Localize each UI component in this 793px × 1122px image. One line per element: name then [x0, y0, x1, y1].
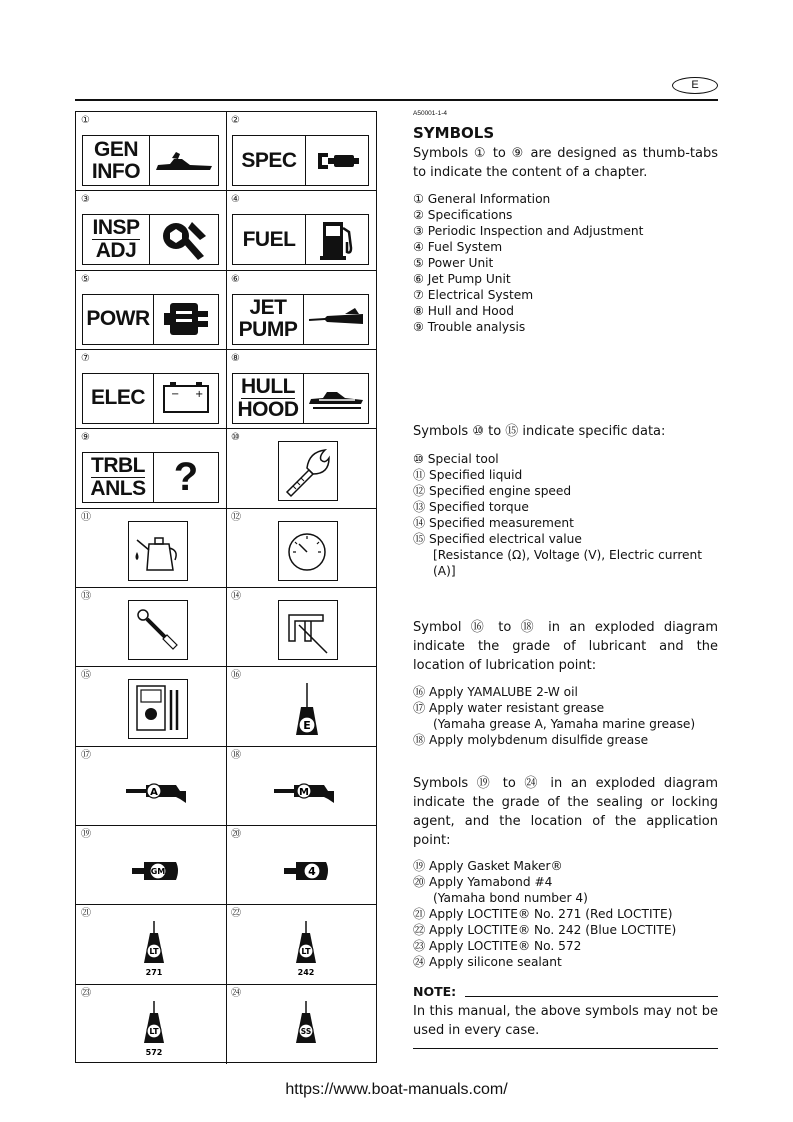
section4-list — [413, 858, 723, 970]
list-item: ⑤ Power Unit — [413, 256, 494, 270]
micrometer-icon — [306, 136, 368, 185]
symbol-number: ⑯ — [231, 670, 241, 682]
symbol-number: ② — [231, 115, 240, 126]
symbol-number: ⑫ — [231, 511, 241, 523]
symbol-number: ⑧ — [231, 352, 240, 364]
symbol-cell-14 — [226, 588, 377, 667]
special-tool-icon — [278, 441, 338, 501]
symbol-cell-23 — [76, 985, 227, 1064]
tab-label-line1: ELEC — [90, 386, 145, 410]
symbol-number: ⑳ — [231, 828, 241, 840]
list-item: ⑱ Apply molybdenum disulfide grease — [413, 733, 649, 747]
tab-label-line1: POWR — [86, 307, 150, 331]
symbol-grid — [75, 111, 377, 1063]
section-code: A50001-1-4 — [413, 110, 447, 117]
tube-mark: A — [150, 786, 158, 798]
symbol-cell-5 — [76, 271, 227, 350]
thumb-tab-insp-adj — [82, 214, 219, 265]
symbol-number: ⑭ — [231, 590, 241, 602]
symbol-cell-24 — [226, 985, 377, 1064]
symbol-number: ⑦ — [81, 352, 90, 364]
oil-can-icon — [128, 521, 188, 581]
bottle-mark: LT — [301, 947, 311, 957]
jet-pump-icon — [304, 295, 368, 344]
list-item: ⑨ Trouble analysis — [413, 320, 526, 334]
symbol-cell-4 — [226, 191, 377, 270]
list-item: ㉓ Apply LOCTITE® No. 572 — [413, 939, 582, 953]
symbol-cell-6 — [226, 271, 377, 350]
thumb-tab-fuel — [232, 214, 369, 265]
tab-label-line2: PUMP — [238, 318, 298, 342]
note-rule — [465, 996, 718, 997]
list-item: ④ Fuel System — [413, 240, 503, 254]
list-subitem: (Yamaha bond number 4) — [433, 891, 588, 905]
symbol-cell-9 — [76, 429, 227, 508]
silicone-bottle-icon — [226, 999, 377, 1061]
tab-label-line1: SPEC — [241, 148, 297, 172]
bottle-number: 572 — [145, 1047, 163, 1057]
tab-label-line1: GEN — [93, 137, 138, 161]
symbol-cell-7 — [76, 350, 227, 429]
symbol-number: ⑨ — [81, 432, 90, 444]
loctite-bottle-icon — [226, 919, 377, 981]
top-rule — [75, 99, 718, 101]
engine-icon — [154, 295, 218, 344]
list-item: ⑰ Apply water resistant grease — [413, 701, 605, 715]
loctite-bottle-icon — [76, 999, 227, 1061]
bottle-mark: E — [303, 719, 311, 733]
footer-url[interactable]: https://www.boat-manuals.com/ — [285, 1081, 508, 1098]
list-item: ① General Information — [413, 192, 551, 206]
symbol-number: ㉓ — [81, 987, 91, 999]
thumb-tab-spec — [232, 135, 369, 186]
note-text: In this manual, the above symbols may not be used in every case. — [413, 1004, 718, 1038]
symbol-number: ⑬ — [81, 590, 91, 602]
oil-bottle-icon — [226, 681, 377, 743]
list-item: ⑬ Specified torque — [413, 500, 529, 514]
list-item: ⑳ Apply Yamabond #4 — [413, 875, 553, 889]
symbol-cell-16 — [226, 667, 377, 746]
bottle-mark: LT — [149, 1026, 159, 1036]
tube-mark: GM — [150, 866, 166, 876]
symbol-cell-22 — [226, 905, 377, 984]
tab-label-line1: HULL — [241, 374, 295, 398]
grease-tube-icon — [76, 761, 227, 823]
section1-intro: Symbols ① to ⑨ are designed as thumb-tabs to indicate the content of a chapter. — [413, 146, 718, 180]
caliper-icon — [278, 600, 338, 660]
symbol-cell-17 — [76, 747, 227, 826]
tab-label-line2: INFO — [91, 159, 141, 183]
symbol-number: ㉒ — [231, 908, 241, 920]
list-item: ⑦ Electrical System — [413, 288, 534, 302]
thumb-tab-hull-hood — [232, 373, 369, 424]
symbol-number: ⑮ — [81, 670, 91, 682]
symbol-cell-13 — [76, 588, 227, 667]
tab-label-line2: ADJ — [95, 239, 137, 263]
tachometer-icon — [278, 521, 338, 581]
bottle-number: 242 — [297, 968, 315, 978]
section1-list — [413, 191, 723, 335]
list-item: ⑮ Specified electrical value — [413, 532, 582, 546]
list-subitem: (Yamaha grease A, Yamaha marine grease) — [433, 717, 696, 731]
torque-wrench-icon — [128, 600, 188, 660]
list-item: ㉒ Apply LOCTITE® No. 242 (Blue LOCTITE) — [413, 923, 677, 937]
list-item: ⑫ Specified engine speed — [413, 484, 572, 498]
tab-label-line1: INSP — [92, 216, 140, 240]
list-item: ⑯ Apply YAMALUBE 2-W oil — [413, 685, 578, 699]
bottle-number: 271 — [145, 968, 163, 978]
tube-mark: 4 — [308, 864, 316, 878]
hull-icon — [304, 374, 368, 423]
list-item: ⑲ Apply Gasket Maker® — [413, 859, 563, 873]
symbol-cell-15 — [76, 667, 227, 746]
thumb-tab-elec — [82, 373, 219, 424]
list-item: ⑪ Specified liquid — [413, 468, 523, 482]
bottle-mark: LT — [149, 947, 159, 957]
symbol-number: ④ — [231, 194, 240, 206]
section2-list — [413, 451, 723, 579]
list-item: ⑭ Specified measurement — [413, 516, 574, 530]
tab-label-line2: ANLS — [90, 477, 146, 501]
wrench-icon — [150, 215, 218, 264]
symbol-number: ⑰ — [81, 749, 91, 761]
section2-intro: Symbols ⑩ to ⑮ indicate specific data: — [413, 424, 666, 439]
symbol-number: ① — [81, 115, 90, 126]
loctite-bottle-icon — [76, 919, 227, 981]
section4-intro: Symbols ⑲ to ㉔ in an exploded diagram indicate the grade of the sealing or locking agent, and the location of the application point: — [413, 776, 718, 848]
thumb-tab-powr — [82, 294, 219, 345]
symbol-cell-21 — [76, 905, 227, 984]
symbol-number: ㉔ — [231, 987, 241, 999]
symbol-cell-18 — [226, 747, 377, 826]
note-bottom-rule — [413, 1048, 718, 1049]
list-item: ② Specifications — [413, 208, 513, 222]
symbol-number: ⑤ — [81, 273, 90, 285]
bottle-mark: SS — [300, 1026, 312, 1036]
symbol-number: ⑩ — [231, 432, 240, 444]
symbol-cell-10 — [226, 429, 377, 508]
thumb-tab-jet-pump — [232, 294, 369, 345]
battery-icon — [154, 374, 218, 423]
list-subitem: [Resistance (Ω), Voltage (V), Electric current (A)] — [433, 548, 703, 578]
multimeter-icon — [128, 679, 188, 739]
list-item: ⑧ Hull and Hood — [413, 304, 514, 318]
page-title: SYMBOLS — [413, 124, 495, 142]
symbol-cell-20 — [226, 826, 377, 905]
tab-label-line1: TRBL — [91, 454, 145, 478]
symbol-cell-2 — [226, 112, 377, 191]
language-badge: E — [672, 77, 718, 94]
symbol-cell-3 — [76, 191, 227, 270]
symbol-number: ⑲ — [81, 828, 91, 840]
symbol-number: ③ — [81, 194, 90, 206]
watercraft-icon — [150, 136, 218, 185]
list-item: ⑩ Special tool — [413, 452, 499, 466]
list-item: ㉑ Apply LOCTITE® No. 271 (Red LOCTITE) — [413, 907, 673, 921]
svg-text:+: + — [195, 389, 204, 401]
section3-intro: Symbol ⑯ to ⑱ in an exploded diagram indicate the grade of lubricant and the location of lubrication point: — [413, 620, 718, 673]
symbol-cell-11 — [76, 509, 227, 588]
list-item: ⑥ Jet Pump Unit — [413, 272, 511, 286]
tube-mark: M — [299, 786, 309, 798]
fuel-pump-icon — [306, 215, 368, 264]
symbol-number: ㉑ — [81, 908, 91, 920]
note-label: NOTE: — [413, 984, 457, 999]
section3-list — [413, 684, 723, 748]
svg-text:−: − — [171, 389, 180, 401]
symbol-cell-8 — [226, 350, 377, 429]
symbol-cell-19 — [76, 826, 227, 905]
sealant-tube-icon — [226, 840, 377, 902]
tab-label-line1: FUEL — [242, 227, 296, 251]
thumb-tab-gen-info — [82, 135, 219, 186]
list-item: ③ Periodic Inspection and Adjustment — [413, 224, 644, 238]
list-item: ㉔ Apply silicone sealant — [413, 955, 562, 969]
question-mark-icon: ? — [173, 455, 199, 500]
symbol-number: ⑱ — [231, 749, 241, 761]
symbol-cell-1 — [76, 112, 227, 191]
sealant-tube-icon — [76, 840, 227, 902]
symbol-cell-12 — [226, 509, 377, 588]
tab-label-line1: JET — [249, 296, 287, 320]
thumb-tab-trbl-anls — [82, 452, 219, 503]
grease-tube-icon — [226, 761, 377, 823]
tab-label-line2: HOOD — [237, 397, 299, 421]
symbol-number: ⑥ — [231, 273, 240, 285]
symbol-number: ⑪ — [81, 511, 91, 523]
